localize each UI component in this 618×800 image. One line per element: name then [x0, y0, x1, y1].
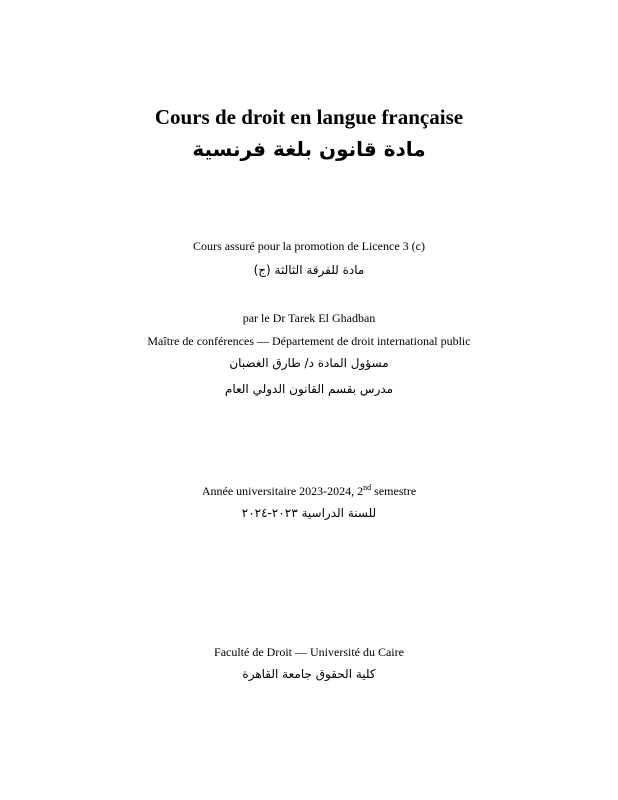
academic-year-arabic: للسنة الدراسية ٢٠٢٣-٢٠٢٤	[241, 506, 377, 520]
institution-french: Faculté de Droit — Université du Caire	[214, 645, 404, 659]
course-title-arabic: مادة قانون بلغة فرنسية	[192, 137, 426, 161]
author-by-line: par le Dr Tarek El Ghadban	[242, 311, 376, 325]
academic-year-ordinal: nd	[363, 483, 372, 492]
institution-arabic: كلية الحقوق جامعة القاهرة	[242, 667, 376, 681]
promotion-arabic: مادة للفرقة الثالثة (ج)	[253, 263, 365, 277]
author-department-arabic: مدرس بقسم القانون الدولي العام	[224, 382, 394, 396]
promotion-french: Cours assuré pour la promotion de Licence 3 (c)	[193, 239, 425, 253]
author-rank-line: Maître de conférences — Département de droit international public	[147, 334, 471, 348]
author-responsible-arabic: مسؤول المادة د/ طارق الغضبان	[229, 356, 389, 370]
academic-year-french	[0, 484, 618, 498]
academic-year-suffix: semestre	[371, 484, 417, 498]
academic-year-prefix: Année universitaire 2023-2024, 2	[201, 484, 364, 498]
course-title-french: Cours de droit en langue française	[154, 105, 464, 129]
